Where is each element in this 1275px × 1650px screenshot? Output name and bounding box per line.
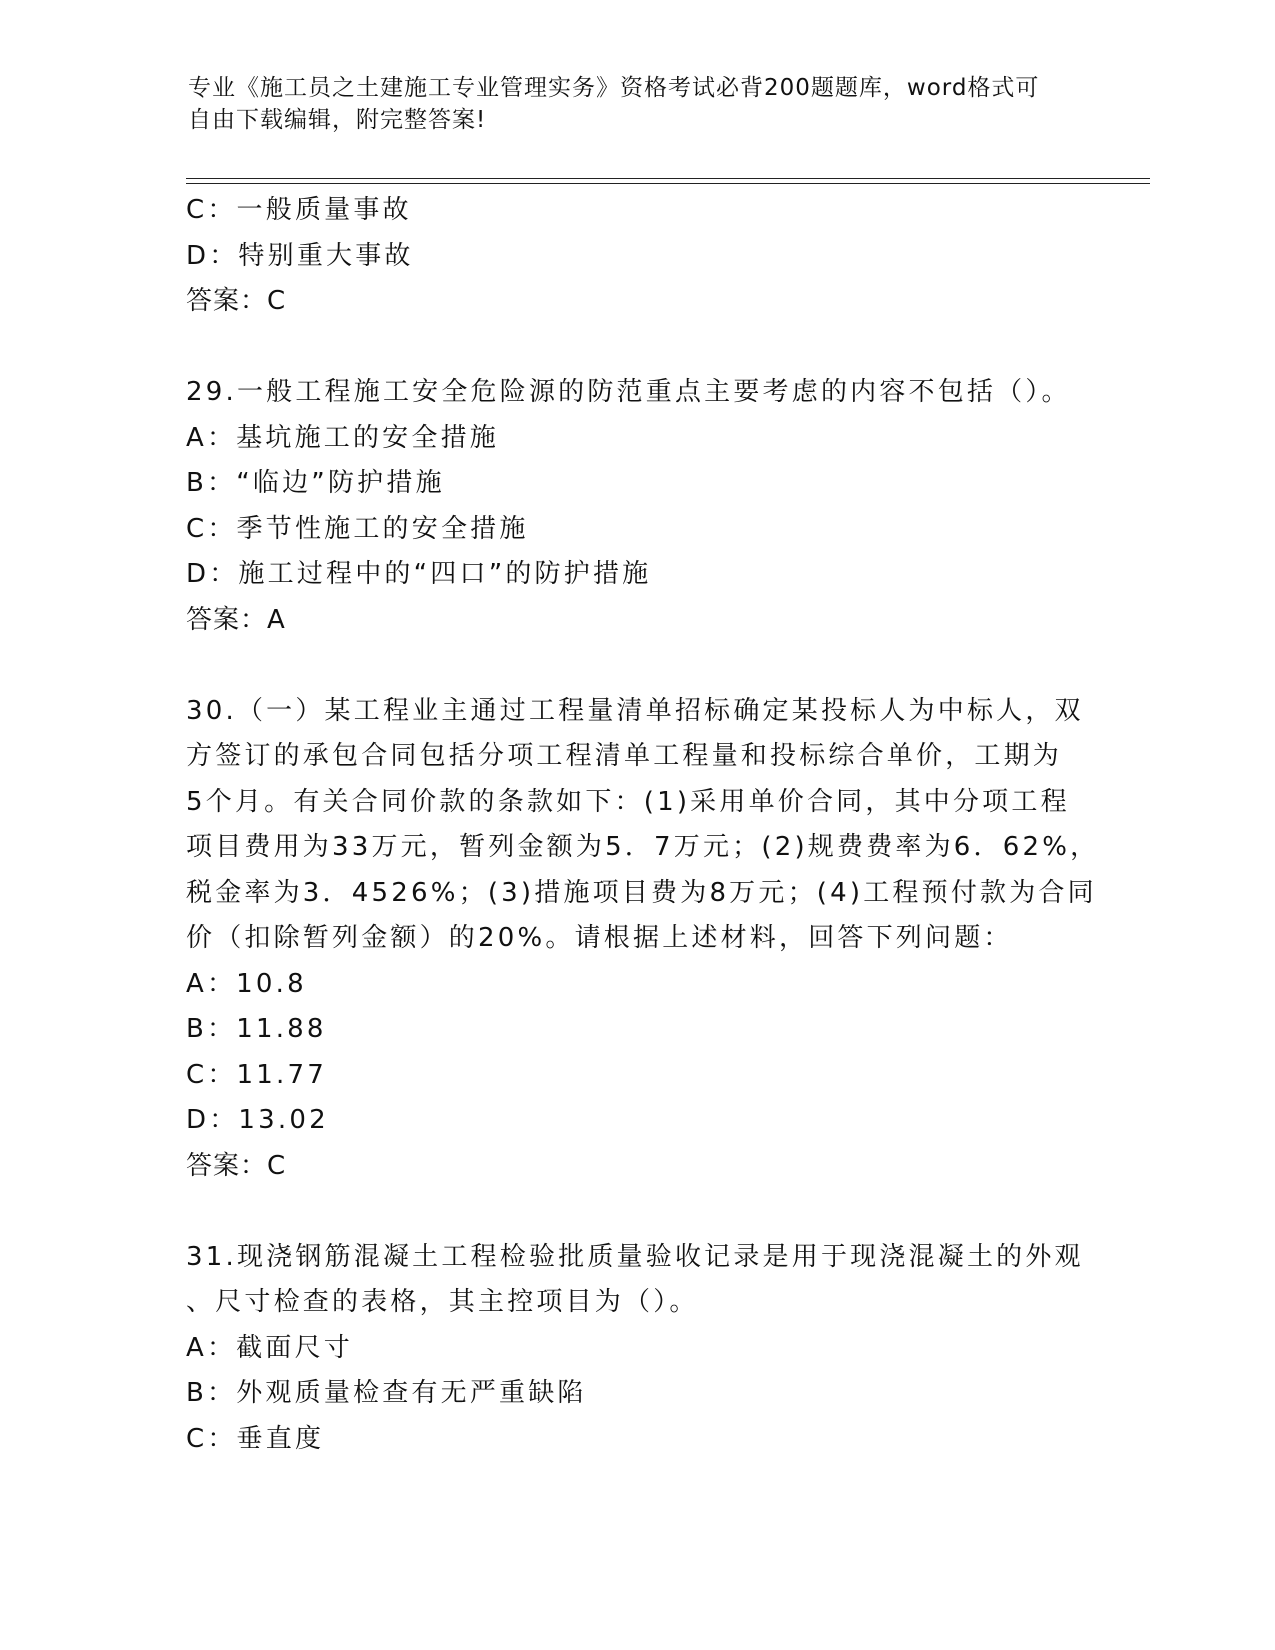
answer-line: 答案：C bbox=[186, 1150, 287, 1181]
question-stem-line: 税金率为3．4526%；(3)措施项目费为8万元；(4)工程预付款为合同 bbox=[186, 877, 1097, 908]
question-spacer bbox=[186, 1189, 1086, 1235]
option-d: D：施工过程中的“四口”的防护措施 bbox=[186, 559, 652, 589]
option-a: A：10.8 bbox=[186, 968, 307, 999]
question-stem-line: 项目费用为33万元，暂列金额为5．7万元；(2)规费费率为6．62%， bbox=[186, 832, 1100, 862]
question-stem-line: 价（扣除暂列金额）的20%。请根据上述材料，回答下列问题： bbox=[186, 923, 1013, 953]
option-b: B：“临边”防护措施 bbox=[186, 468, 445, 498]
header-title-line-1: 专业《施工员之土建施工专业管理实务》资格考试必背200题题库，word格式可 bbox=[188, 75, 1040, 101]
question-list bbox=[186, 188, 1100, 1462]
question-30 bbox=[186, 689, 1100, 1190]
question-stem-line: 30.（一）某工程业主通过工程量清单招标确定某投标人为中标人，双 bbox=[186, 695, 1084, 726]
option-c: C：垂直度 bbox=[186, 1423, 325, 1454]
document-header bbox=[188, 72, 1068, 136]
option-a: A：基坑施工的安全措施 bbox=[186, 422, 499, 453]
question-stem-line: 31.现浇钢筋混凝土工程检验批质量验收记录是用于现浇混凝土的外观 bbox=[186, 1241, 1084, 1272]
question-28-tail bbox=[186, 188, 1086, 325]
header-divider-bottom bbox=[186, 183, 1150, 184]
answer-line: 答案：C bbox=[186, 286, 287, 316]
option-a: A：截面尺寸 bbox=[186, 1332, 353, 1363]
option-d: D：特别重大事故 bbox=[186, 240, 414, 271]
answer-line: 答案：A bbox=[186, 604, 286, 635]
option-b: B：外观质量检查有无严重缺陷 bbox=[186, 1378, 587, 1408]
option-c: C：季节性施工的安全措施 bbox=[186, 513, 529, 544]
question-spacer bbox=[186, 325, 1086, 371]
question-stem-line: 、尺寸检查的表格，其主控项目为（）。 bbox=[186, 1287, 699, 1317]
question-stem-line: 5个月。有关合同价款的条款如下：(1)采用单价合同，其中分项工程 bbox=[186, 786, 1070, 817]
header-divider-top bbox=[186, 178, 1150, 179]
question-stem-line: 方签订的承包合同包括分项工程清单工程量和投标综合单价，工期为 bbox=[186, 741, 1063, 771]
option-d: D：13.02 bbox=[186, 1105, 329, 1135]
question-stem: 29.一般工程施工安全危险源的防范重点主要考虑的内容不包括（）。 bbox=[186, 377, 1071, 407]
option-c: C：11.77 bbox=[186, 1059, 327, 1090]
question-29 bbox=[186, 370, 1086, 643]
question-spacer bbox=[186, 643, 1086, 689]
option-b: B：11.88 bbox=[186, 1014, 327, 1044]
option-c: C：一般质量事故 bbox=[186, 195, 412, 225]
header-title-line-2: 自由下载编辑，附完整答案! bbox=[188, 107, 487, 133]
question-31 bbox=[186, 1235, 1086, 1463]
